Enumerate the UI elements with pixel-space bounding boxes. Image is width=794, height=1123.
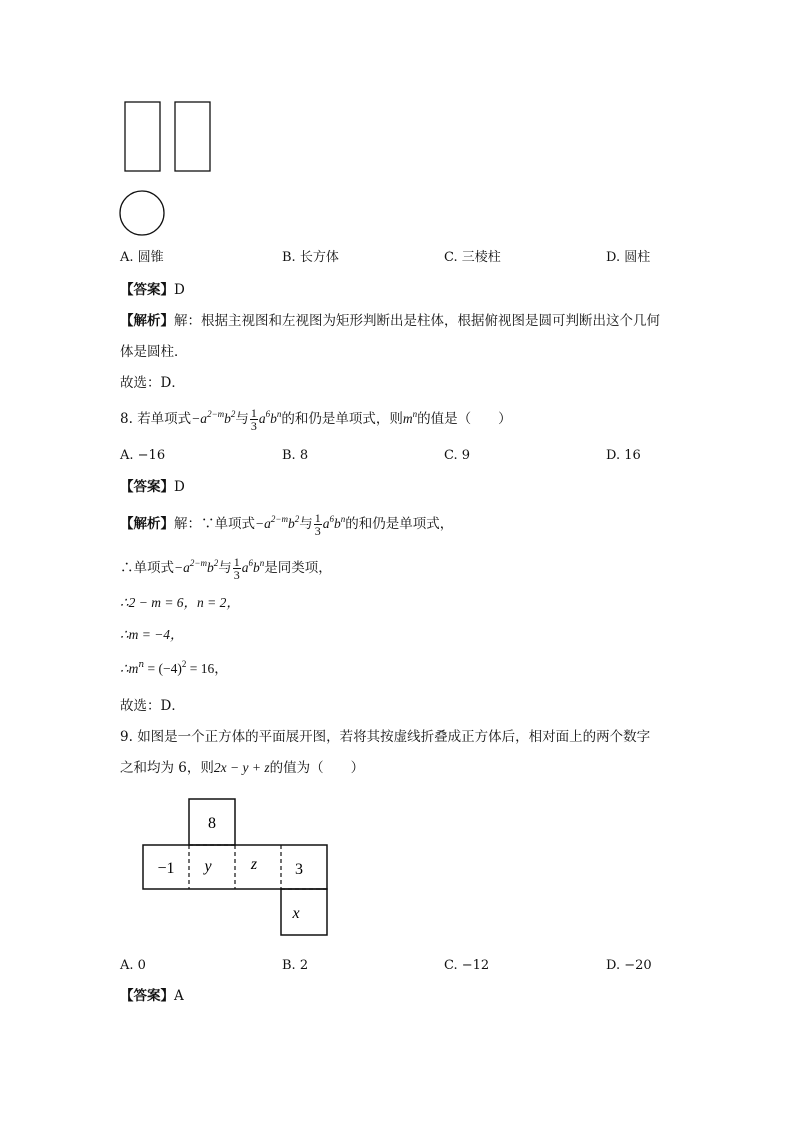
power-m-n: $m^n$ <box>402 409 418 426</box>
q7-option-c: C. 三棱柱 <box>444 250 501 265</box>
stem-expression: 2x − y + z <box>213 760 270 775</box>
monomial-1: $-a^{2-m}b^2$ <box>191 409 236 426</box>
stem-suffix: 的值为（ ） <box>269 760 365 776</box>
q8-conclusion: 故选：D． <box>120 698 185 714</box>
analysis-label: 【解析】 <box>120 313 174 329</box>
monomial-2: $a^6b^n$ <box>241 558 265 575</box>
net-cell-top: 8 <box>208 815 216 832</box>
fraction-one-third: $\frac{1}{3}$ <box>250 406 257 433</box>
answer-value: D <box>174 479 185 495</box>
q8-analysis-step-4: ∴m = −4， <box>120 627 184 642</box>
q8-option-b: B. 8 <box>282 448 309 463</box>
q9-option-c: C. −12 <box>444 958 490 973</box>
stem-line-1: 如图是一个正方体的平面展开图，若将其按虚线折叠成正方体后，相对面上的两个数字 <box>137 729 651 745</box>
question-number: 8. <box>120 411 133 427</box>
step5-exponent: n <box>138 660 145 670</box>
step1-prefix: 解：∵单项式 <box>174 516 255 532</box>
q7-conclusion: 故选：D． <box>120 375 185 391</box>
q8-option-a: A. −16 <box>120 448 166 463</box>
answer-label: 【答案】 <box>120 988 174 1004</box>
q8-analysis-step-3: ∴2 − m = 6，n = 2， <box>120 595 240 610</box>
answer-label: 【答案】 <box>120 282 174 298</box>
q9-option-d: D. −20 <box>606 958 652 973</box>
fraction-one-third: $\frac{1}{3}$ <box>314 511 321 538</box>
answer-value: A <box>174 988 184 1004</box>
answer-label: 【答案】 <box>120 479 174 495</box>
stem-prefix: 若单项式 <box>137 411 192 427</box>
question-number: 9. <box>120 729 133 745</box>
stem-prefix: 之和均为 6，则 <box>120 760 214 776</box>
q9-answer <box>120 987 184 1005</box>
q9-option-b: B. 2 <box>282 958 309 973</box>
step5-result: = 16， <box>189 661 228 676</box>
step1-and: 与 <box>299 516 313 532</box>
net-cell-y: y <box>204 858 212 875</box>
monomial-2: $a^6b^n$ <box>258 409 282 426</box>
stem-suffix: 的值是（ ） <box>417 411 512 427</box>
step2-suffix: 是同类项， <box>264 560 332 576</box>
step5-m: ∴m <box>120 661 139 676</box>
analysis-text: 解：根据主视图和左视图为矩形判断出是柱体，根据俯视图是圆可判断出这个几何 <box>174 313 660 329</box>
q9-option-a: A. 0 <box>120 958 146 973</box>
monomial-2: $a^6b^n$ <box>322 514 346 531</box>
answer-value: D <box>174 282 185 298</box>
net-cell-right: 3 <box>295 861 303 878</box>
monomial-1: $-a^{2-m}b^2$ <box>255 514 300 531</box>
step2-prefix: ∴单项式 <box>120 560 174 576</box>
q8-option-c: C. 9 <box>444 448 471 463</box>
monomial-1: $-a^{2-m}b^2$ <box>174 558 219 575</box>
stem-and: 与 <box>235 411 249 427</box>
fraction-one-third: $\frac{1}{3}$ <box>233 555 240 582</box>
stem-middle: 的和仍是单项式，则 <box>281 411 403 427</box>
net-cell-z: z <box>250 856 258 873</box>
cube-net-figure <box>0 0 400 960</box>
q7-option-b: B. 长方体 <box>282 250 339 265</box>
q7-option-a: A. 圆锥 <box>120 250 164 265</box>
step1-suffix: 的和仍是单项式， <box>345 516 454 532</box>
q8-option-d: D. 16 <box>606 448 641 463</box>
analysis-label: 【解析】 <box>120 516 174 532</box>
q7-option-d: D. 圆柱 <box>606 250 651 265</box>
q7-analysis-line-2: 体是圆柱． <box>120 344 188 360</box>
net-cell-left: −1 <box>157 860 175 877</box>
net-cell-x: x <box>292 905 300 922</box>
step2-and: 与 <box>218 560 232 576</box>
step5-power: = $(-4)^2$ <box>144 659 187 676</box>
